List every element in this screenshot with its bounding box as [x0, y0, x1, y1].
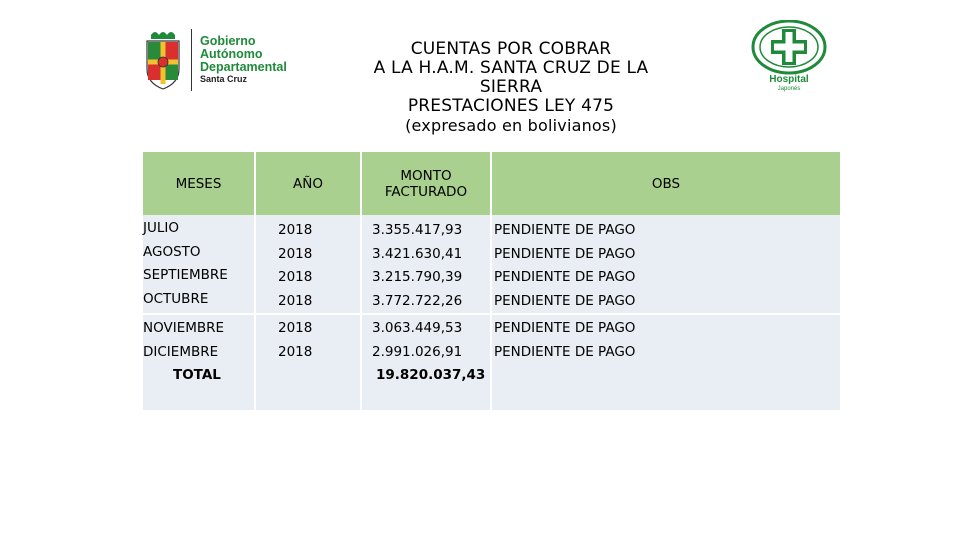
total-label: TOTAL: [173, 367, 221, 383]
header-monto-line2: FACTURADO: [384, 183, 468, 200]
coat-of-arms-icon: [143, 29, 183, 91]
table-header-row: [143, 152, 840, 215]
monto-cell: [361, 215, 491, 314]
anio-cell: [255, 215, 361, 314]
mes-item: JULIO: [143, 220, 179, 236]
hospital-cross-icon: [748, 20, 830, 92]
anio-item: 2018: [278, 292, 313, 309]
table-row: [143, 314, 840, 411]
logo-divider: [191, 29, 192, 91]
logo-text: [200, 35, 287, 85]
obs-cell: [491, 314, 840, 411]
monto-item: 3.772.722,26: [372, 292, 463, 309]
obs-item: PENDIENTE DE PAGO: [494, 292, 636, 309]
obs-item: PENDIENTE DE PAGO: [494, 320, 636, 336]
page-title: [330, 40, 692, 135]
accounts-table: [143, 152, 840, 412]
header-obs: OBS: [491, 152, 840, 215]
logo-line-autonomo: Autónomo: [200, 47, 263, 61]
hospital-logo: [748, 20, 830, 92]
obs-cell: [491, 215, 840, 314]
meses-cell: [143, 314, 255, 411]
header-monto-line1: MONTO: [400, 167, 452, 184]
monto-item: 3.355.417,93: [372, 222, 463, 238]
monto-item: 3.215.790,39: [372, 269, 463, 285]
meses-cell: [143, 215, 255, 314]
monto-item: 2.991.026,91: [372, 343, 463, 360]
mes-item: OCTUBRE: [143, 290, 209, 307]
monto-item: 3.421.630,41: [372, 245, 463, 262]
monto-cell: [361, 314, 491, 411]
table-row: [143, 215, 840, 314]
total-value: 19.820.037,43: [376, 367, 486, 383]
header-meses: MESES: [143, 152, 255, 215]
anio-item: 2018: [278, 320, 313, 336]
title-line-4: PRESTACIONES LEY 475: [407, 96, 615, 116]
obs-item: PENDIENTE DE PAGO: [494, 269, 636, 285]
title-line-3: SIERRA: [479, 77, 543, 97]
title-line-1: CUENTAS POR COBRAR: [410, 39, 612, 59]
obs-item: PENDIENTE DE PAGO: [494, 343, 636, 360]
anio-item: 2018: [278, 269, 313, 285]
mes-item: DICIEMBRE: [143, 343, 219, 360]
logo-line-gobierno: Gobierno: [200, 34, 256, 48]
logo-line-departamental: Departamental: [200, 60, 287, 74]
monto-item: 3.063.449,53: [372, 320, 463, 336]
anio-cell: [255, 314, 361, 411]
anio-item: 2018: [278, 343, 313, 360]
mes-item: SEPTIEMBRE: [143, 267, 228, 283]
header-anio: AÑO: [255, 152, 361, 215]
hospital-logo-subtext: Japonés: [777, 86, 801, 92]
header-monto: [361, 152, 491, 215]
title-line-2: A LA H.A.M. SANTA CRUZ DE LA: [373, 58, 649, 78]
anio-item: 2018: [278, 245, 313, 262]
mes-item: AGOSTO: [143, 243, 201, 260]
mes-item: NOVIEMBRE: [143, 320, 225, 336]
title-subtitle: (expresado en bolivianos): [405, 116, 617, 135]
anio-item: 2018: [278, 222, 313, 238]
gobierno-logo: [143, 25, 303, 95]
obs-item: PENDIENTE DE PAGO: [494, 245, 636, 262]
logo-line-santa-cruz: Santa Cruz: [200, 74, 248, 84]
obs-item: PENDIENTE DE PAGO: [494, 222, 636, 238]
hospital-logo-text: Hospital: [769, 74, 809, 85]
